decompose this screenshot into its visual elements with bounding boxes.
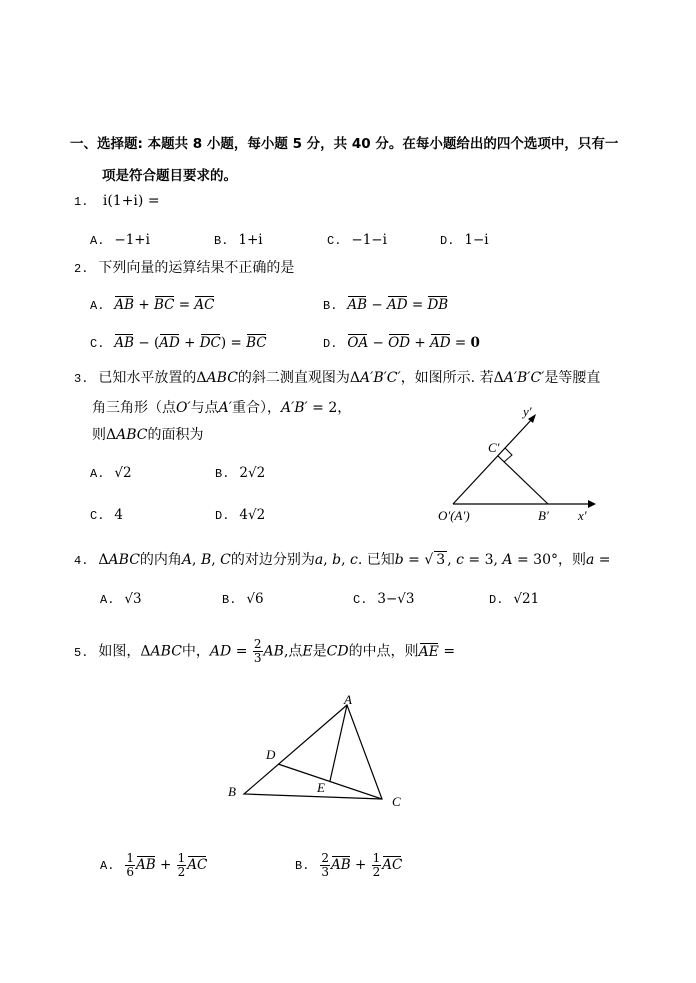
- label-c: C: [392, 794, 401, 809]
- q3-option-d[interactable]: D. 4√2: [215, 507, 266, 523]
- question-4-number: 4.: [74, 554, 89, 568]
- question-2-number: 2.: [74, 262, 89, 276]
- q1-option-a[interactable]: A. −1+i: [90, 232, 150, 248]
- question-3-line2: 角三角形（点O′与点A′重合），A′B′ = 2，: [92, 400, 352, 416]
- label-b: B: [228, 784, 236, 799]
- q4-option-a[interactable]: A. √3: [100, 591, 142, 607]
- question-2-stem: 下列向量的运算结果不正确的是: [98, 260, 295, 276]
- label-d: D: [266, 747, 276, 762]
- triangle-abc: [244, 705, 382, 799]
- segment-a-e: [330, 705, 347, 781]
- q5-option-b[interactable]: B. $\frac{2}{3}$ AB + $\frac{1}{2}$ AC: [295, 851, 403, 879]
- q5-option-a[interactable]: A. $\frac{1}{6}$ AB + $\frac{1}{2}$ AC: [100, 851, 208, 879]
- q5-triangle-diagram: [220, 688, 410, 813]
- q4-option-b[interactable]: B. √6: [222, 591, 264, 607]
- label-a: A: [344, 692, 352, 707]
- segment-c-b: [498, 456, 548, 504]
- x-axis-arrow: [588, 500, 596, 508]
- question-5: 5. 如图，ΔABC中，AD = $\frac{2}{3}$ AB,点E是CD的中点，则AE =: [74, 637, 456, 665]
- q1-option-d[interactable]: D. 1−i: [440, 232, 489, 248]
- question-3-number: 3.: [74, 372, 89, 386]
- label-x-axis: x′: [578, 508, 587, 523]
- q2-option-c[interactable]: C. AB − (AD + DC) = BC: [90, 335, 267, 351]
- q3-oblique-diagram: [430, 400, 610, 530]
- right-angle-mark: [504, 448, 512, 462]
- q2-option-b[interactable]: B. AB − AD = DB: [323, 297, 449, 313]
- question-1: [74, 193, 160, 209]
- q2-option-a[interactable]: A. AB + BC = AC: [90, 297, 215, 313]
- label-b-prime: B′: [538, 508, 549, 523]
- question-1-stem: i(1+i) =: [102, 193, 160, 209]
- q1-option-b[interactable]: B. 1+i: [214, 232, 263, 248]
- q3-option-b[interactable]: B. 2√2: [215, 465, 266, 481]
- question-1-number: 1.: [74, 195, 89, 209]
- question-5-number: 5.: [74, 645, 89, 660]
- question-2: [74, 257, 294, 277]
- label-y-axis: y′: [523, 404, 532, 419]
- segment-d-c: [278, 764, 382, 799]
- label-c-prime: C′: [488, 440, 500, 455]
- y-axis-line: [453, 418, 533, 504]
- question-3-line3: 则ΔABC的面积为: [92, 427, 204, 443]
- q1-option-c[interactable]: C. −1−i: [327, 232, 387, 248]
- section-heading-line2: 项是符合题目要求的。: [102, 168, 237, 184]
- question-4: 4. ΔABC的内角A, B, C的对边分别为a, b, c. 已知b = √ 3 , c = 3, A = 30°，则a =: [74, 552, 611, 568]
- q4-option-d[interactable]: D. √21: [489, 591, 540, 607]
- label-origin: O′(A′): [438, 508, 470, 523]
- q2-option-d[interactable]: D. OA − OD + AD = 0: [323, 335, 480, 351]
- q4-option-c[interactable]: C. 3−√3: [353, 591, 415, 607]
- question-3-line1: 3. 已知水平放置的ΔABC的斜二测直观图为ΔA′B′C′，如图所示. 若ΔA′B′C′是等腰直: [74, 370, 601, 386]
- q3-option-a[interactable]: A. √2: [90, 465, 132, 481]
- q3-option-c[interactable]: C. 4: [90, 507, 123, 523]
- section-heading-line1: 一、选择题: 本题共 8 小题，每小题 5 分，共 40 分。在每小题给出的四个选项中，只有一: [70, 136, 619, 152]
- label-e: E: [317, 780, 325, 795]
